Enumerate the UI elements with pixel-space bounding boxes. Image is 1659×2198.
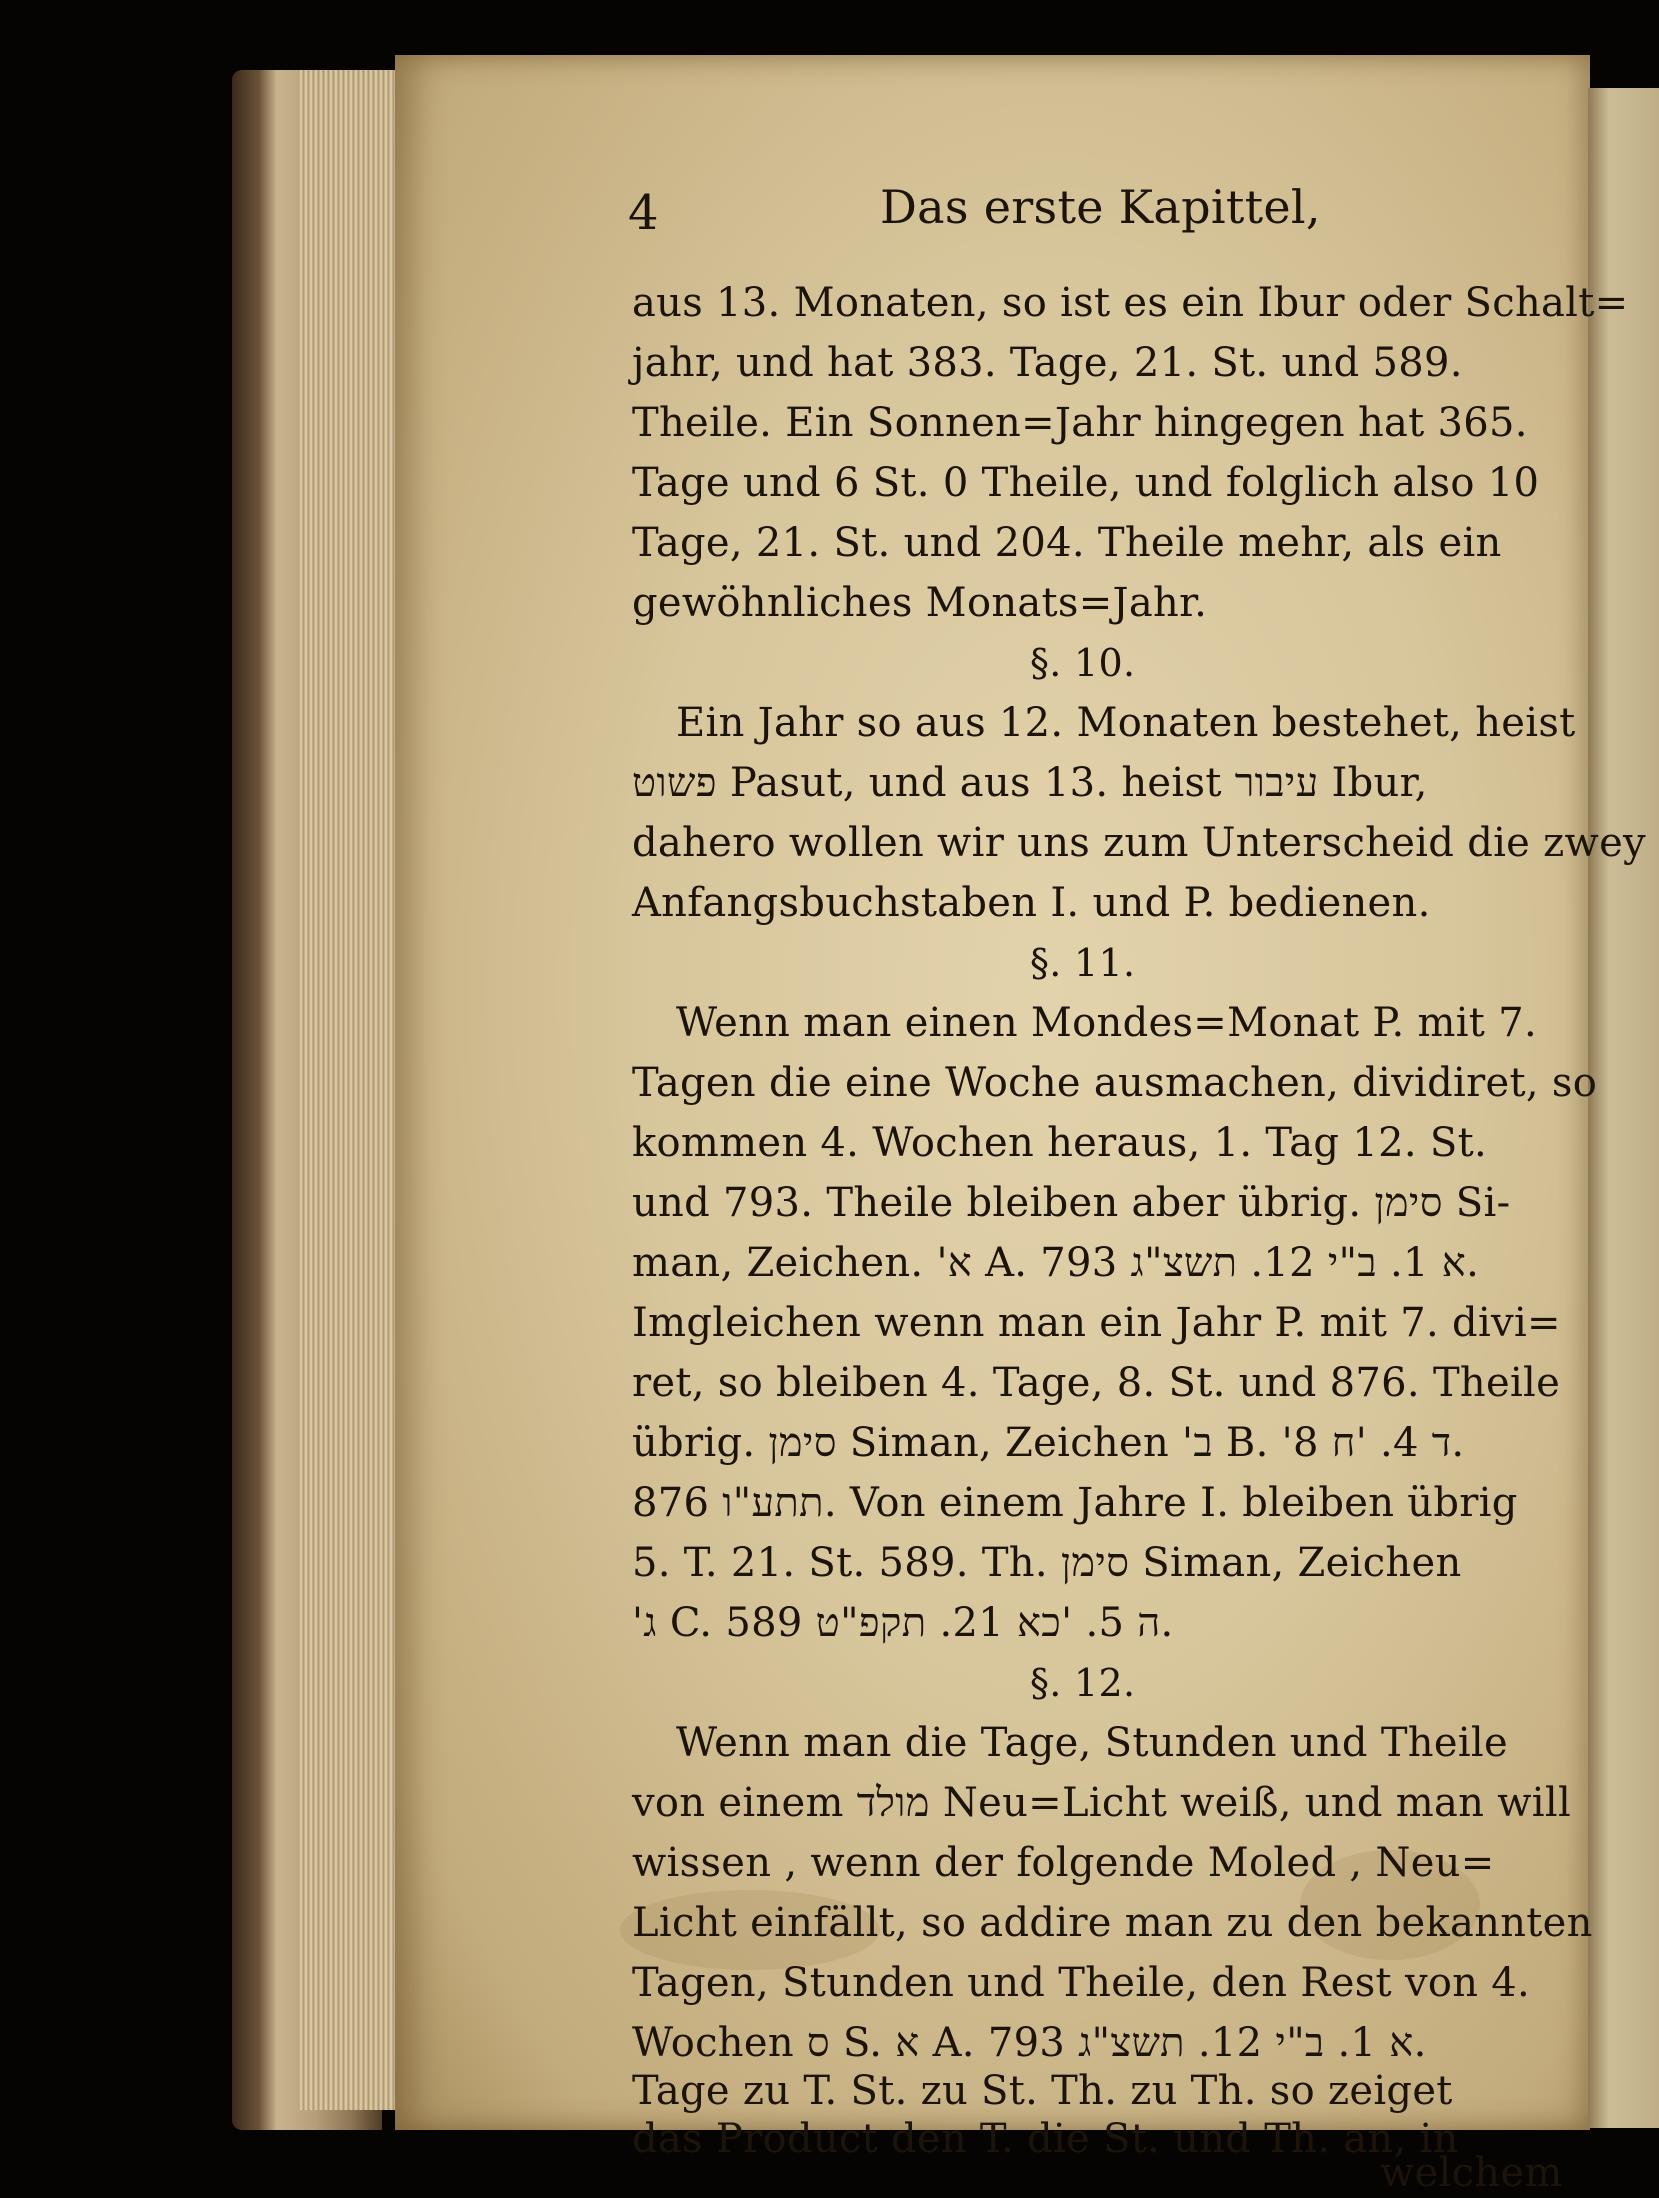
text-line: dahero wollen wir uns zum Unterscheid die zwey	[632, 820, 1646, 866]
text-line: kommen 4. Wochen heraus, 1. Tag 12. St.	[632, 1120, 1487, 1166]
text-line: ret, so bleiben 4. Tage, 8. St. und 876. Theile	[632, 1360, 1561, 1406]
text-line: jahr, und hat 383. Tage, 21. St. und 589.	[632, 340, 1463, 386]
text-line: man, Zeichen. 'א A. א 1. ב"י 12. תשצ"ג 793.	[632, 1240, 1480, 1286]
text-line: Theile. Ein Sonnen=Jahr hingegen hat 365.	[632, 400, 1528, 446]
text-line: Wenn man einen Mondes=Monat P. mit 7.	[676, 1000, 1537, 1046]
text-line: Tagen, Stunden und Theile, den Rest von 4.	[632, 1960, 1531, 2006]
facing-page-edge	[1588, 88, 1659, 2128]
section-heading: §. 11.	[1030, 941, 1136, 985]
text-line: Wenn man die Tage, Stunden und Theile	[676, 1720, 1508, 1766]
page-number: 4	[628, 185, 659, 241]
text-line: Anfangsbuchstaben I. und P. bedienen.	[632, 880, 1431, 926]
text-line: Licht einfällt, so addire man zu den bekannten	[632, 1900, 1593, 1946]
text-line: Imgleichen wenn man ein Jahr P. mit 7. divi=	[632, 1300, 1561, 1346]
text-line: das Product den T. die St. und Th. an, in	[632, 2116, 1459, 2162]
text-line: wissen , wenn der folgende Moled , Neu=	[632, 1840, 1495, 1886]
text-line: gewöhnliches Monats=Jahr.	[632, 580, 1208, 626]
section-heading: §. 12.	[1030, 1661, 1136, 1705]
text-line: Tagen die eine Woche ausmachen, dividiret, so	[632, 1060, 1598, 1106]
text-line: Ein Jahr so aus 12. Monaten bestehet, heist	[676, 700, 1576, 746]
text-line: Tage, 21. St. und 204. Theile mehr, als ein	[632, 520, 1502, 566]
text-line: תתע"ו 876. Von einem Jahre I. bleiben übrig	[632, 1480, 1518, 1526]
text-line: aus 13. Monaten, so ist es ein Ibur oder Schalt=	[632, 280, 1629, 326]
text-line: übrig. סימן Siman, Zeichen 'ב B. 'ד 4. 'ח 8.	[632, 1420, 1465, 1466]
running-head: Das erste Kapittel,	[880, 180, 1321, 234]
text-line: und 793. Theile bleiben aber übrig. סימן Si-	[632, 1180, 1511, 1226]
catchword: welchem	[1380, 2150, 1563, 2196]
page-edges	[300, 70, 410, 2110]
text-line: Tage zu T. St. zu St. Th. zu Th. so zeiget	[632, 2068, 1453, 2114]
text-line: von einem מולד Neu=Licht weiß, und man will	[632, 1780, 1572, 1826]
section-heading: §. 10.	[1030, 641, 1136, 685]
text-line: 5. T. 21. St. 589. Th. סימן Siman, Zeichen	[632, 1540, 1462, 1586]
text-line: Tage und 6 St. 0 Theile, und folglich also 10	[632, 460, 1540, 506]
text-line: Wochen ס S. א A. א 1. ב"י 12. תשצ"ג 793.	[632, 2020, 1427, 2066]
text-line: פשוט Pasut, und aus 13. heist עיבור Ibur,	[632, 760, 1428, 806]
text-line: 'ג C. ה 5. 'כא 21. תקפ"ט 589.	[632, 1600, 1174, 1646]
